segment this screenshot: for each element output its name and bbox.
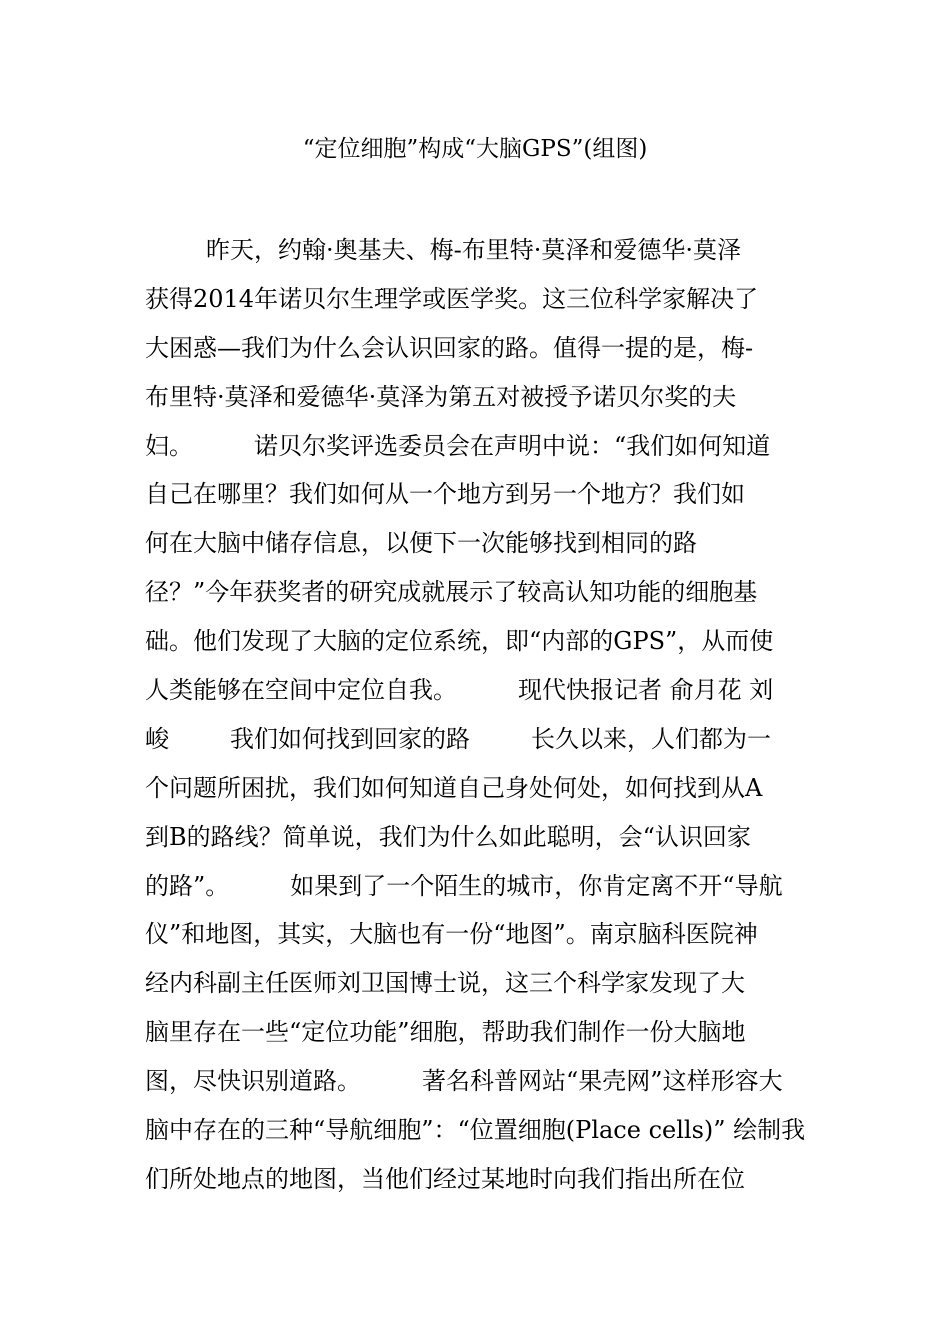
body-line: 仪”和地图，其实，大脑也有一份“地图”。南京脑科医院神 <box>145 920 758 949</box>
document-body <box>145 226 825 1204</box>
body-line: 何在大脑中储存信息，以便下一次能够找到相同的路 <box>145 529 697 558</box>
body-line: 们所处地点的地图，当他们经过某地时向我们指出所在位 <box>145 1164 745 1193</box>
body-line: 大困惑—我们为什么会认识回家的路。值得一提的是，梅- <box>145 333 754 362</box>
body-line: 脑中存在的三种“导航细胞”：“位置细胞(Place cells)” 绘制我 <box>145 1116 806 1145</box>
body-line: 图，尽快识别道路。 著名科普网站“果壳网”这样形容大 <box>145 1067 783 1096</box>
body-line: 人类能够在空间中定位自我。 现代快报记者 俞月花 刘 <box>145 676 774 705</box>
body-line: 础。他们发现了大脑的定位系统，即“内部的GPS”，从而使 <box>145 627 774 656</box>
body-line: 布里特·莫泽和爱德华·莫泽为第五对被授予诺贝尔奖的夫 <box>145 382 737 411</box>
body-line: 到B的路线？简单说，我们为什么如此聪明，会“认识回家 <box>145 822 751 851</box>
body-line: 经内科副主任医师刘卫国博士说，这三个科学家发现了大 <box>145 969 745 998</box>
body-line: 妇。 诺贝尔奖评选委员会在声明中说：“我们如何知道 <box>145 431 771 460</box>
body-line: 个问题所困扰，我们如何知道自己身处何处，如何找到从A <box>145 773 763 802</box>
body-line: 昨天，约翰·奥基夫、梅-布里特·莫泽和爱德华·莫泽 <box>145 236 742 264</box>
body-line: 脑里存在一些“定位功能”细胞，帮助我们制作一份大脑地 <box>145 1018 746 1047</box>
body-line: 获得2014年诺贝尔生理学或医学奖。这三位科学家解决了 <box>145 284 759 313</box>
body-line: 峻 我们如何找到回家的路 长久以来，人们都为一 <box>145 724 772 753</box>
document-title: “定位细胞”构成“大脑GPS”(组图) <box>302 136 648 162</box>
body-line: 径？”今年获奖者的研究成就展示了较高认知功能的细胞基 <box>145 578 758 607</box>
body-line: 的路”。 如果到了一个陌生的城市，你肯定离不开“导航 <box>145 871 783 900</box>
body-line: 自己在哪里？我们如何从一个地方到另一个地方？我们如 <box>145 480 745 509</box>
